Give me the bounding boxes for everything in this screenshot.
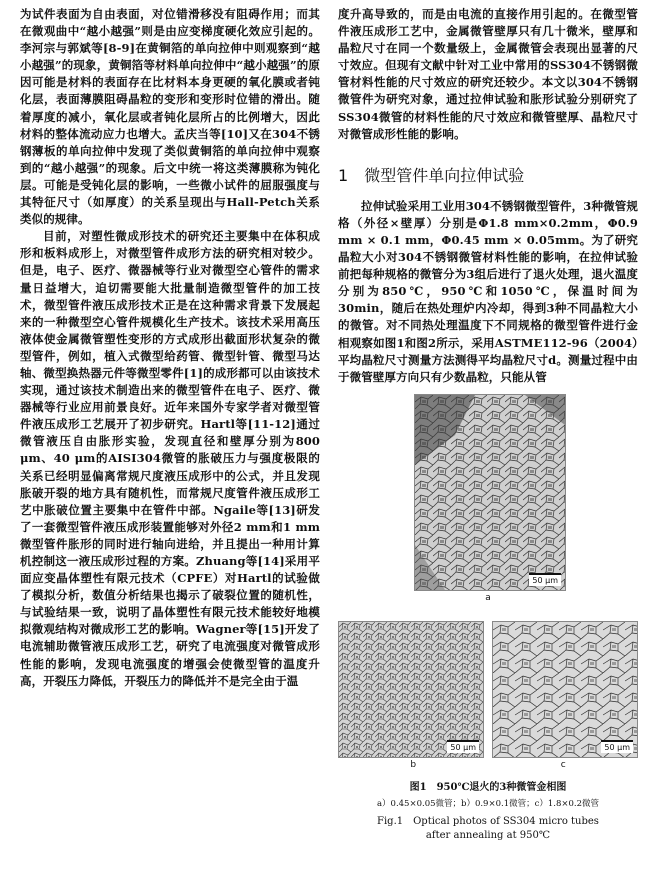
figure-caption-en-line2: after annealing at 950℃ (425, 829, 551, 841)
section-number: 1 (338, 165, 349, 185)
figure-caption-cn: 图1 950℃退火的3种微管金相图 (409, 781, 567, 793)
body-paragraph: 拉伸试验采用工业用304不锈钢微型管件，3种微管规格（外径×壁厚）分别是Φ1.8 mm×0.2mm，Φ0.9 mm × 0.1 mm，Φ0.45 mm × 0.05mm。为了研究晶粒大小对304不锈钢微管材料性能的影响，在拉伸试验前把每种规格的微管分为3组后进行了退火处理，退火温度分别为850℃，950℃和1050℃，保温时间为30min，随后在热处理炉内冷却，得到3种不同晶粒大小的微管。对不同热处理温度下不同规格的微型管件进行金相观察如图1和图2所示，采用ASTME112-96（2004）平均晶粒尺寸测量方法测得平均晶粒尺寸d。测量过程中由于微管壁厚方向只有少数晶粒，只能从管 (338, 198, 638, 384)
micrograph-a (414, 394, 566, 591)
micrograph-c-image (493, 622, 637, 757)
micrograph-a-image (415, 395, 565, 590)
scale-bar: 50 μm (447, 740, 479, 753)
micrograph-b-image (339, 622, 483, 757)
scale-bar: 50 μm (601, 740, 633, 753)
right-column (338, 6, 638, 843)
section-heading (338, 163, 638, 186)
figure-row (338, 621, 638, 758)
figure-caption-en (338, 815, 638, 843)
micrograph-c (492, 621, 638, 758)
scale-bar: 50 μm (529, 573, 561, 586)
subfigure-label-a: a (485, 592, 491, 603)
micrograph-b (338, 621, 484, 758)
subfigure-labels (338, 758, 638, 770)
left-column (20, 6, 320, 690)
body-paragraph: 为试件表面为自由表面，对位错滑移没有阻碍作用；而其在微观曲中“越小越强”则是由应变梯度硬化效应引起的。李河宗与郭斌等[8-9]在黄铜箔的单向拉伸中则观察到“越小越强”的现象，黄铜箔等材料单向拉伸中“越小越强”的原因可能是材料的表面存在比材料本身更硬的氧化膜或者钝化层，表面薄膜阻碍晶粒的变形和变形时位错的滑出。随着厚度的减小，氧化层或者钝化层所占的比例增大，因此材料的整体流动应力也增大。孟庆当等[10]又在304不锈钢薄板的单向拉伸中发现了类似黄铜箔的单向拉伸中观察到的“越小越强”的现象。后文中统一将这类薄膜称为钝化层。可能是受钝化层的影响，一些微小试件的屈服强度与其特征尺寸（如厚度）的关系呈现出与Hall-Petch关系类似的规律。 (20, 7, 320, 227)
section-title: 微型管件单向拉伸试验 (364, 165, 525, 185)
figure-subcaption: a）0.45×0.05微管；b）0.9×0.1微管；c）1.8×0.2微管 (376, 798, 600, 809)
body-paragraph: 度升高导致的，而是由电流的直接作用引起的。在微型管件液压成形工艺中，金属微管壁厚只有几十微米，壁厚和晶粒尺寸在同一个数量级上，金属微管会表现出显著的尺寸效应。但现有文献中针对工业中常用的SS304不锈钢微管材料性能的尺寸效应的研究还较少。本文以304不锈钢微管件为研究对象，通过拉伸试验和胀形试验分别研究了SS304微管的材料性能的尺寸效应和微管壁厚、晶粒尺寸对微管成形性能的影响。 (338, 7, 638, 141)
subfigure-label-b: b (410, 759, 417, 770)
subfigure-label-c: c (560, 759, 566, 770)
figure-caption-en-line1: Fig.1 Optical photos of SS304 micro tubes (377, 815, 599, 827)
body-paragraph: 目前，对塑性微成形技术的研究还主要集中在体积成形和板料成形上，对微型管件成形方法的研究相对较少。但是，电子、医疗、微器械等行业对微型空心管件的需求量日益增大，迫切需要能大批量制造微型管件的加工技术，微型管件液压成形技术正是在这种需求背景下发展起来的一种微型空心管件规模化生产技术。该技术采用高压液体使金属微管塑性变形的方式成形出截面形状复杂的微型管件，例如，植入式微型给药管、微型针管、微型马达轴、微型换热器元件等微型零件[1]的成形都可以由该技术实现，通过该技术制造出来的微型管件在电子、医疗、微器械等行业应用前景良好。近年来国外专家学者对微型管件液压成形工艺展开了初步研究。Hartl等[11-12]通过微管液压自由胀形实验，发现直径和壁厚分别为800 μm、40 μm的AISI304微管的胀破压力与强度极限的关系已经明显偏离常规尺度液压成形中的公式，并且发现胀破开裂的地方具有随机性，而常规尺度管件液压成形工艺中胀破位置主要集中在管件中部。Ngaile等[13]研发了一套微型管件液压成形装置能够对外径2 mm和1 mm微型管件胀形的同时进行轴向进给，并且提出一种用计算机控制这一液压成形过程的方案。Zhuang等[14]采用平面应变晶体塑性有限元技术（CPFE）对Hartl的试验做了模拟分析，数值分析结果也揭示了破裂位置的随机性，与试验结果一致，说明了晶体塑性有限元技术能较好地模拟微观结构对微成形工艺的影响。Wagner等[15]开发了电流辅助微管液压成形工艺，研究了电流强度对微管成形性能的影响，发现电流强度的增强会使微型管的温度升高，开裂压力降低，开裂压力的降低并不是完全由于温 (20, 229, 320, 688)
